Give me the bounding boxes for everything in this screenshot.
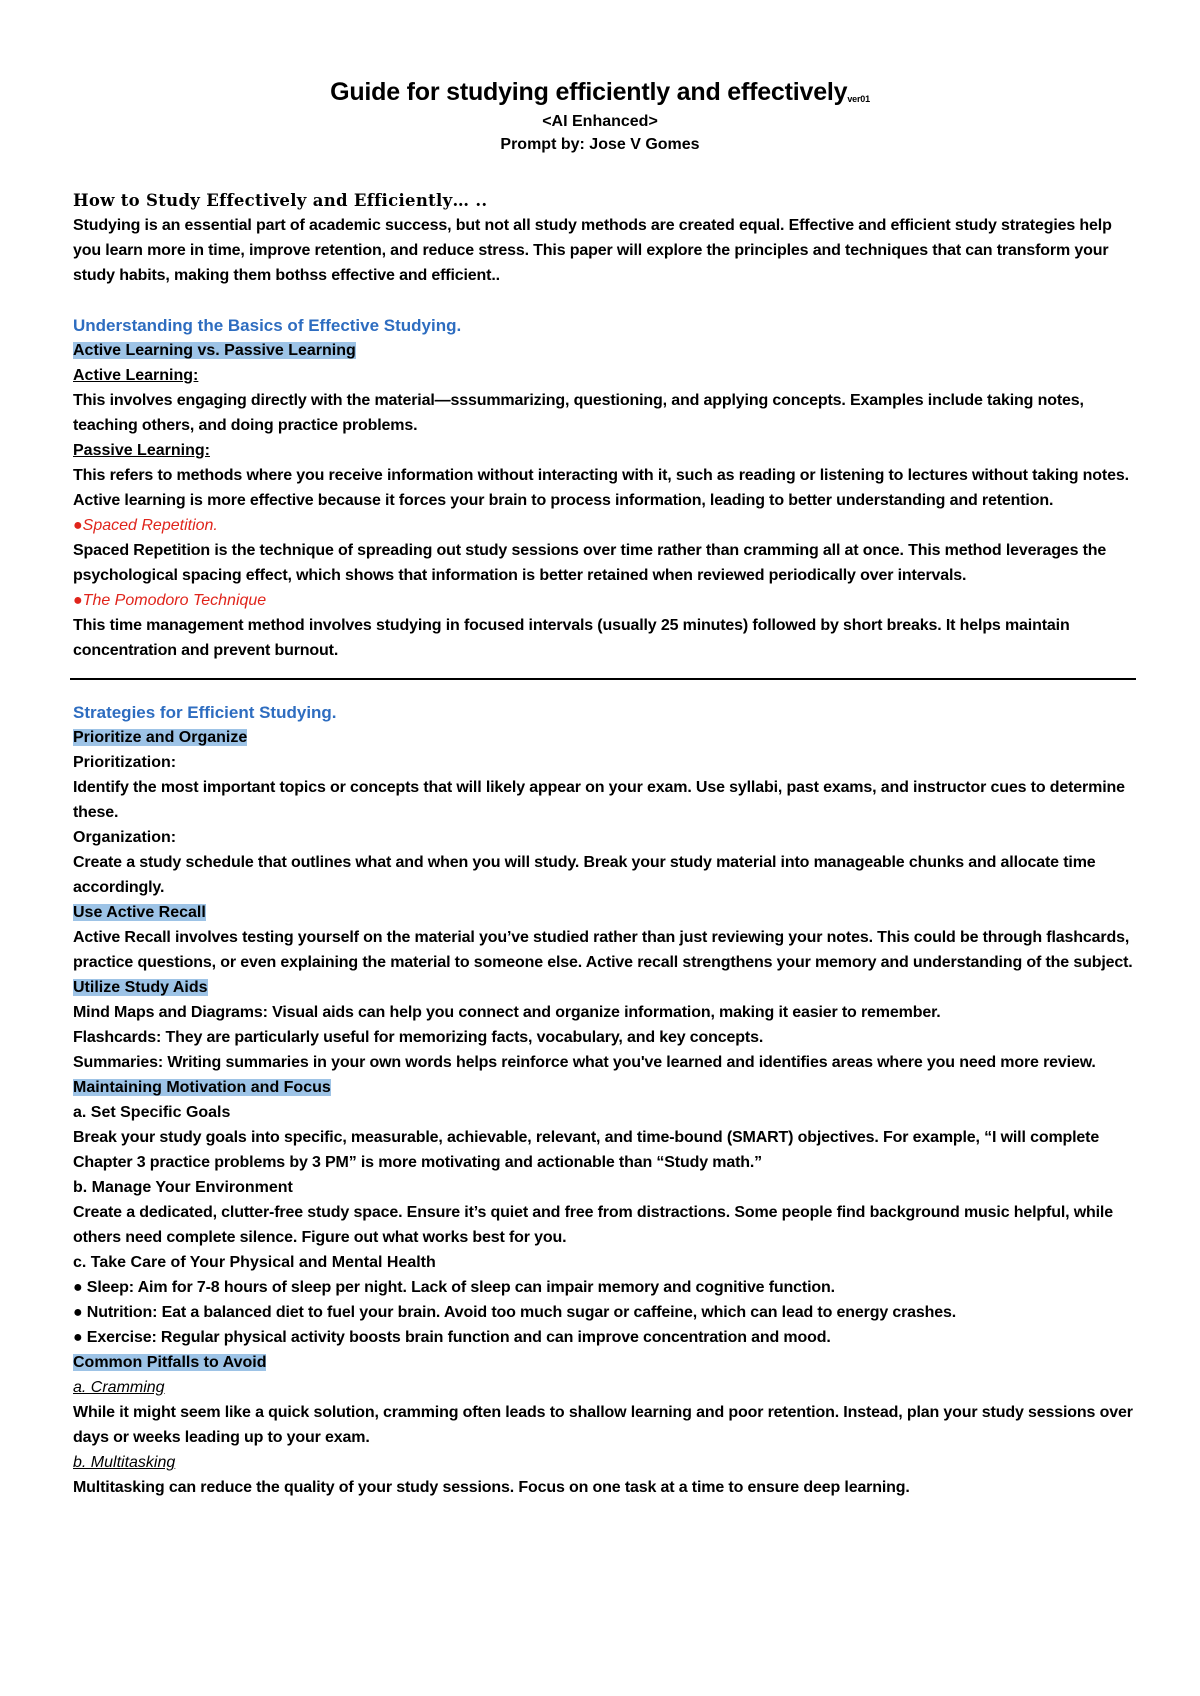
cramming-text: While it might seem like a quick solution, cramming often leads to shallow learning and poor retention. Instead, plan your study sessions over days or weeks leading up to your exam. [73, 1404, 1133, 1446]
cramming-label: a. Cramming [73, 1379, 165, 1396]
subheading-study-aids: Utilize Study Aids [73, 979, 208, 996]
goals-text: Break your study goals into specific, measurable, achievable, relevant, and time-bound (SMART) objectives. For example, “I will complete Chapter 3 practice problems by 3 PM” is more motivating and actionable than “Study math.” [73, 1129, 1100, 1171]
spaced-repetition-text: Spaced Repetition is the technique of spreading out study sessions over time rather than cramming all at once. This method leverages the psychological spacing effect, which shows that information is better retained when reviewed periodically over intervals. [73, 542, 1107, 584]
version-tag: ver01 [847, 94, 870, 104]
subheading-motivation: Maintaining Motivation and Focus [73, 1079, 331, 1096]
pomodoro-label: ●The Pomodoro Technique [73, 592, 267, 609]
subheading-active-recall: Use Active Recall [73, 904, 206, 921]
organization-text: Create a study schedule that outlines what and when you will study. Break your study material into manageable chunks and allocate time accordingly. [73, 854, 1096, 896]
organization-label: Organization: [73, 829, 177, 846]
passive-learning-text: This refers to methods where you receive information without interacting with it, such as reading or listening to lectures without taking notes. Active learning is more effective because it forces your brain to process information, leading to better understanding and retention. [73, 467, 1129, 509]
section-heading-basics: Understanding the Basics of Effective Studying. [73, 316, 462, 335]
section-heading-strategies: Strategies for Efficient Studying. [73, 703, 337, 722]
title-text: Guide for studying efficiently and effectively [330, 78, 848, 106]
document-subtitle: <AI Enhanced> [542, 113, 658, 130]
health-sleep-item: ● Sleep: Aim for 7-8 hours of sleep per night. Lack of sleep can impair memory and cognitive function. [73, 1279, 835, 1296]
multitasking-label: b. Multitasking [73, 1454, 176, 1471]
active-learning-text: This involves engaging directly with the material—sssummarizing, questioning, and applying concepts. Examples include taking notes, teaching others, and doing practice problems. [73, 392, 1084, 434]
health-exercise-item: ● Exercise: Regular physical activity boosts brain function and can improve concentration and mood. [73, 1329, 831, 1346]
subheading-pitfalls: Common Pitfalls to Avoid [73, 1354, 267, 1371]
passive-learning-label: Passive Learning: [73, 442, 210, 459]
author-line: Prompt by: Jose V Gomes [500, 136, 700, 153]
study-aid-mind-maps: Mind Maps and Diagrams: Visual aids can help you connect and organize information, making it easier to remember. [73, 1004, 941, 1021]
prioritization-label: Prioritization: [73, 754, 177, 771]
prioritization-text: Identify the most important topics or concepts that will likely appear on your exam. Use syllabi, past exams, and instructor cues to determine these. [73, 779, 1125, 821]
intro-heading: How to Study Effectively and Efficiently… .. [73, 191, 488, 210]
section-divider [70, 678, 1136, 680]
study-aid-summaries: Summaries: Writing summaries in your own words helps reinforce what you've learned and identifies areas where you need more review. [73, 1054, 1096, 1071]
study-aid-flashcards: Flashcards: They are particularly useful for memorizing facts, vocabulary, and key concepts. [73, 1029, 764, 1046]
spaced-repetition-label: ●Spaced Repetition. [73, 517, 218, 534]
goals-label: a. Set Specific Goals [73, 1104, 231, 1121]
pomodoro-text: This time management method involves studying in focused intervals (usually 25 minutes) followed by short breaks. It helps maintain concentration and prevent burnout. [73, 617, 1070, 659]
health-label: c. Take Care of Your Physical and Mental Health [73, 1254, 436, 1271]
document-body [73, 188, 1143, 1500]
health-nutrition-item: ● Nutrition: Eat a balanced diet to fuel your brain. Avoid too much sugar or caffeine, which can lead to energy crashes. [73, 1304, 957, 1321]
multitasking-text: Multitasking can reduce the quality of your study sessions. Focus on one task at a time to ensure deep learning. [73, 1479, 910, 1496]
active-learning-label: Active Learning: [73, 367, 199, 384]
environment-label: b. Manage Your Environment [73, 1179, 293, 1196]
document-title [0, 78, 1200, 107]
intro-paragraph: Studying is an essential part of academic success, but not all study methods are created equal. Effective and efficient study strategies help you learn more in time, improve retention, and reduce stress. This paper will explore the principles and techniques that can transform your study habits, making them bothss effective and efficient.. [73, 217, 1112, 284]
environment-text: Create a dedicated, clutter-free study space. Ensure it’s quiet and free from distractions. Some people find background music helpful, while others need complete silence. Figure out what works best for you. [73, 1204, 1113, 1246]
subheading-active-vs-passive: Active Learning vs. Passive Learning [73, 342, 356, 359]
subheading-prioritize: Prioritize and Organize [73, 729, 248, 746]
active-recall-text: Active Recall involves testing yourself on the material you’ve studied rather than just reviewing your notes. This could be through flashcards, practice questions, or even explaining the material to someone else. Active recall strengthens your memory and understanding of the subject. [73, 929, 1133, 971]
